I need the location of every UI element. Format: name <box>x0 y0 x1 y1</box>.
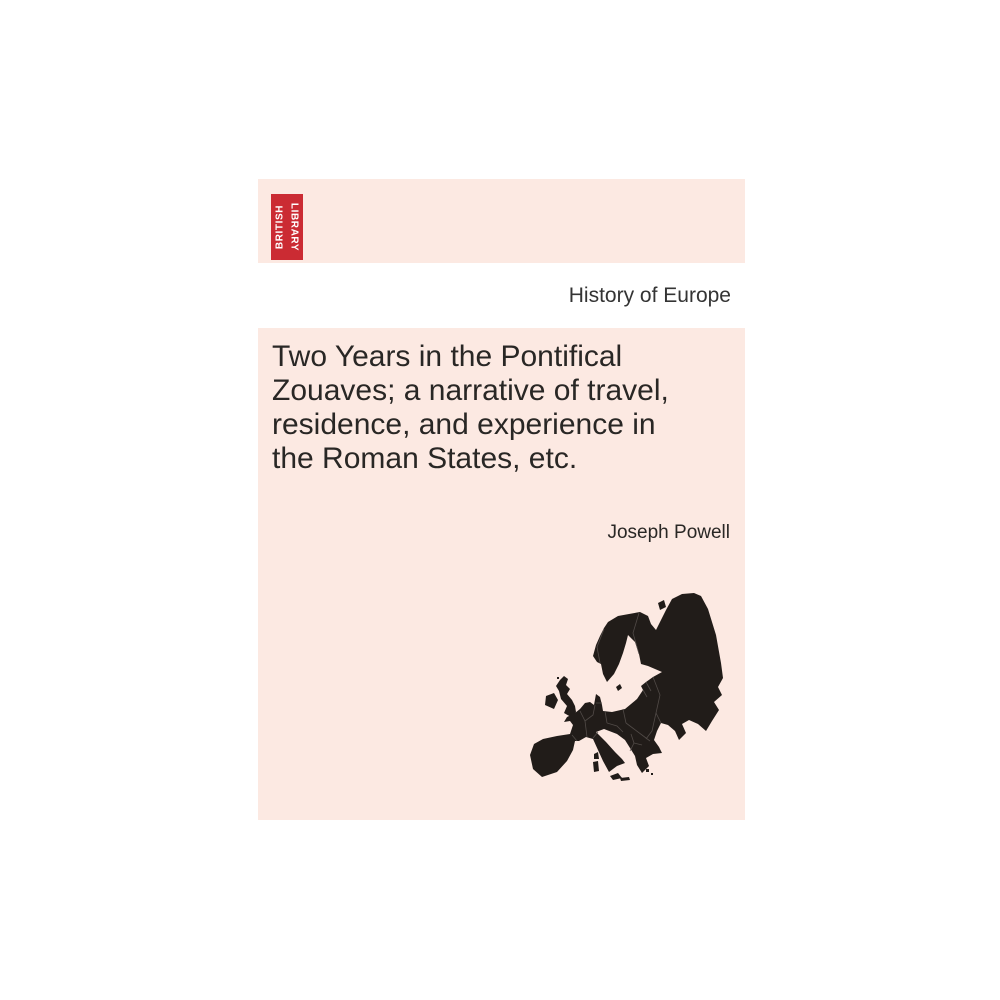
logo-text-library: LIBRARY <box>288 202 300 252</box>
british-library-logo <box>271 194 303 260</box>
category-banner <box>258 263 745 328</box>
book-title <box>272 340 669 476</box>
title-line-3: residence, and experience in <box>272 408 656 441</box>
category-label: History of Europe <box>568 283 731 307</box>
book-cover <box>258 179 745 820</box>
title-line-2: Zouaves; a narrative of travel, <box>272 374 669 407</box>
title-line-4: the Roman States, etc. <box>272 442 578 475</box>
book-author: Joseph Powell <box>607 522 730 543</box>
europe-map-silhouette-icon <box>530 593 723 782</box>
logo-text-british: BRITISH <box>274 204 286 250</box>
title-line-1: Two Years in the Pontifical <box>272 340 623 373</box>
